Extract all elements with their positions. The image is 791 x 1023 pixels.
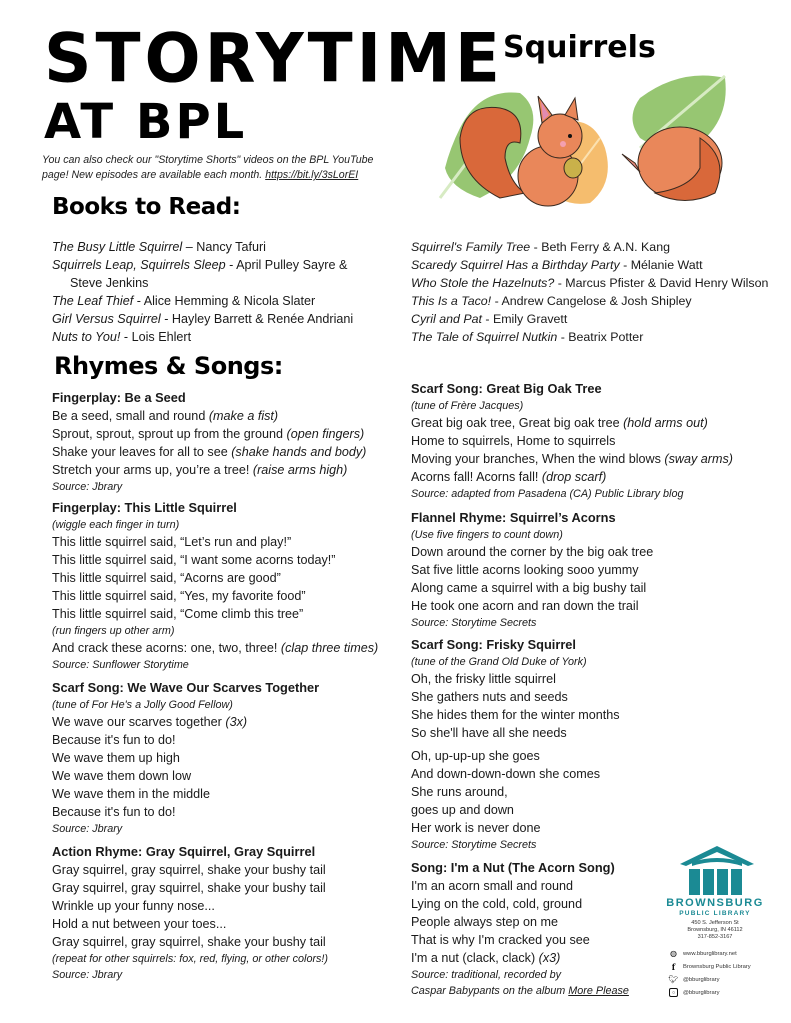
rhyme-this-little-squirrel: Fingerplay: This Little Squirrel (wiggle each finger in turn) This little squirrel said, “Let’s run and play!” This little squirrel said, “I want some acorns today!” This little squirrel said, “Acorns are good” This little squirrel said, “Yes, my favorite food” This little squirrel said, “Come climb this tree” (run fingers up other arm) And crack these acorns: one, two, three! (clap three times) Source: Sunflower Storytime [52,500,379,671]
youtube-link[interactable]: https://bit.ly/3sLorEI [265,169,359,181]
library-logo-icon [672,842,762,897]
rhyme-gray-squirrel: Action Rhyme: Gray Squirrel, Gray Squirrel Gray squirrel, gray squirrel, shake your bushy tail Gray squirrel, gray squirrel, shake your bushy tail Wrinkle up your funny nose... Hold a nut between your toes... Gray squirrel, gray squirrel, shake your bushy tail (repeat for other squirrels: fox, red, flying, or other colors!) Source: Jbrary [52,844,329,981]
book-item: Nuts to You! - Lois Ehlert [52,330,192,344]
twitter-icon: 🐦︎ [668,975,679,984]
social-links [669,947,751,999]
rhyme-source: Source: Storytime Secrets [411,617,537,629]
book-item: The Leaf Thief - Alice Hemming & Nicola Slater [52,294,316,308]
album-link[interactable]: More Please [568,985,629,997]
facebook-link[interactable]: f Brownsburg Public Library [669,960,751,973]
rhyme-title: Fingerplay: This Little Squirrel [52,500,237,515]
rhyme-source: Source: Jbrary [52,823,123,835]
rhyme-title: Scarf Song: Great Big Oak Tree [411,381,602,396]
books-list-right [411,238,791,346]
book-item: Scaredy Squirrel Has a Birthday Party - Mélanie Watt [411,258,703,272]
book-item: Cyril and Pat - Emily Gravett [411,312,568,326]
website-link[interactable]: ◍ www.bburglibrary.net [670,949,737,958]
rhymes-heading: Rhymes & Songs: [54,352,283,380]
book-item-continued: Steve Jenkins [70,276,149,290]
rhyme-title: Scarf Song: We Wave Our Scarves Together [52,680,320,695]
rhyme-title: Action Rhyme: Gray Squirrel, Gray Squirrel [52,844,316,859]
facebook-icon: f [671,961,676,972]
twitter-link[interactable]: 🐦︎ @bburglibrary [668,975,720,984]
book-item: Squirrels Leap, Squirrels Sleep - April Pulley Sayre & [52,258,348,272]
instagram-icon: ○ [669,988,678,997]
squirrels-illustration [430,68,730,208]
rhyme-title: Scarf Song: Frisky Squirrel [411,637,576,652]
book-item: The Tale of Squirrel Nutkin - Beatrix Potter [411,330,644,344]
book-item: Squirrel's Family Tree - Beth Ferry & A.N. Kang [411,240,670,254]
library-address: 450 S. Jefferson St Brownsburg, IN 46112 317-852-3167 [687,920,743,940]
books-list-left [52,238,402,346]
library-subtitle: PUBLIC LIBRARY [679,910,751,917]
page-subtitle: AT BPL [44,94,248,150]
library-name: BROWNSBURG [666,897,764,909]
rhyme-oak-tree: Scarf Song: Great Big Oak Tree (tune of Frère Jacques) Great big oak tree, Great big oak tree (hold arms out) Home to squirrels, Home to squirrels Moving your branches, When the wind blows (sway arms) Acorns fall! Acorns fall! (drop scarf) Source: adapted from Pasadena (CA) Public Library blog [411,381,733,500]
book-item: The Busy Little Squirrel – Nancy Tafuri [52,240,266,254]
instagram-link[interactable]: ○ @bburglibrary [669,986,751,999]
song-im-a-nut: Song: I'm a Nut (The Acorn Song) I'm an acorn small and round Lying on the cold, cold, ground People always step on me That is why I'm cracked you see I'm a nut (clack, clack) (x3) Source: traditional, recorded by Caspar Babypants on the album More Please [411,860,629,997]
book-item: This Is a Taco! - Andrew Cangelose & Josh Shipley [411,294,692,308]
books-heading: Books to Read: [52,194,241,220]
intro-text: You can also check our "Storytime Shorts" videos on the BPL YouTube page! New episodes are available each month. https://bit.ly/3sLorEI [42,154,374,181]
rhyme-source: Source: Storytime Secrets [411,839,537,851]
rhyme-title: Song: I'm a Nut (The Acorn Song) [411,860,615,875]
page-title: STORYTIME [44,19,505,98]
rhyme-wave-scarves: Scarf Song: We Wave Our Scarves Together (tune of For He's a Jolly Good Fellow) We wave our scarves together (3x) Because it's fun to do! We wave them up high We wave them down low We wave them in the middle Because it's fun to do! Source: Jbrary [52,680,320,835]
rhyme-source: Source: Jbrary [52,969,123,981]
rhyme-be-a-seed: Fingerplay: Be a Seed Be a seed, small and round (make a fist) Sprout, sprout, sprout up from the ground (open fingers) Shake your leaves for all to see (shake hands and body) Stretch your arms up, you’re a tree! (raise arms high) Source: Jbrary [52,390,367,493]
rhyme-title: Flannel Rhyme: Squirrel’s Acorns [411,510,616,525]
rhyme-title: Fingerplay: Be a Seed [52,390,186,405]
theme-title: Squirrels [503,30,656,65]
book-item: Who Stole the Hazelnuts? - Marcus Pfister & David Henry Wilson [411,276,769,290]
rhyme-source: Source: Sunflower Storytime [52,659,189,671]
rhyme-source: Source: Jbrary [52,481,123,493]
book-item: Girl Versus Squirrel - Hayley Barrett & Renée Andriani [52,312,354,326]
globe-icon: ◍ [670,949,677,958]
rhyme-frisky-squirrel: Scarf Song: Frisky Squirrel (tune of the Grand Old Duke of York) Oh, the frisky little squirrel She gathers nuts and seeds She hides them for the winter months So she'll have all she needs Oh, up-up-up she goes And down-down-down she comes She runs around, goes up and down Her work is never done Source: Storytime Secrets [411,637,620,851]
rhyme-source: Source: adapted from Pasadena (CA) Public Library blog [411,488,684,500]
rhyme-squirrels-acorns: Flannel Rhyme: Squirrel’s Acorns (Use five fingers to count down) Down around the corner by the big oak tree Sat five little acorns looking sooo yummy Along came a squirrel with a big bushy tail He took one acorn and ran down the trail Source: Storytime Secrets [411,510,654,629]
